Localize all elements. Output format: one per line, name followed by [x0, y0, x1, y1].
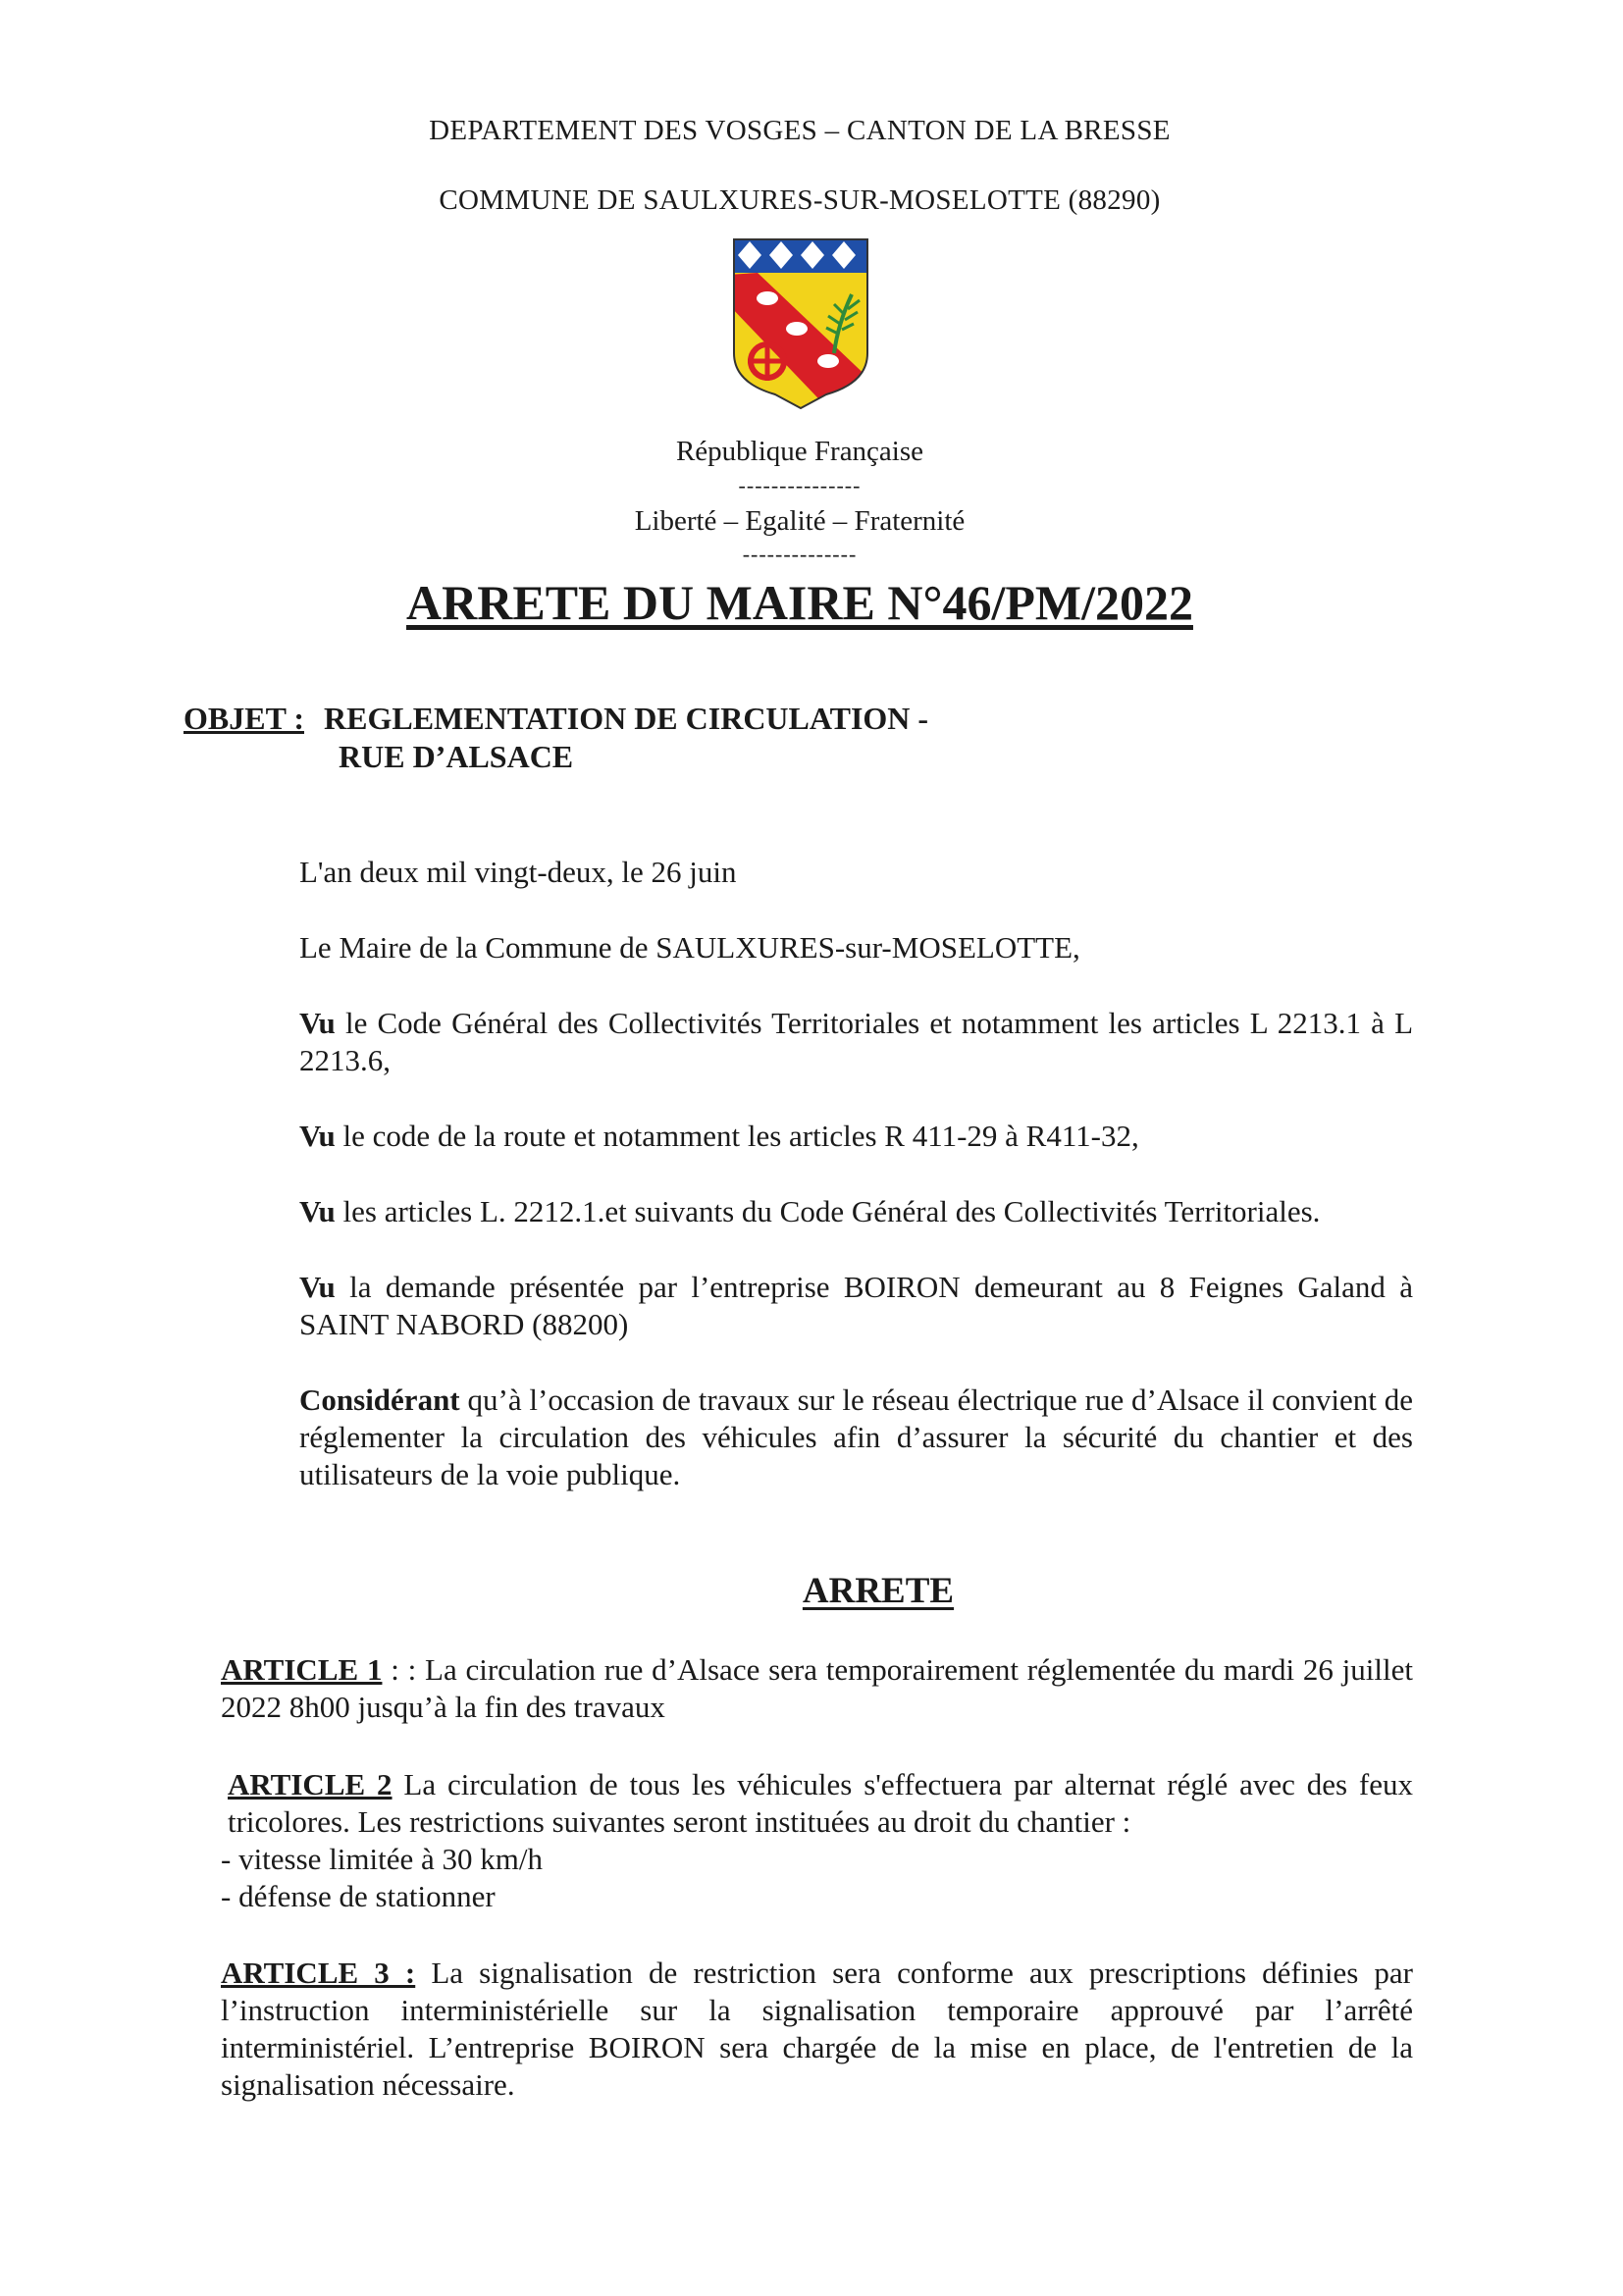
article-1-label: ARTICLE 1	[221, 1652, 383, 1687]
object-line-2: RUE D’ALSACE	[339, 739, 574, 774]
mayor-line: Le Maire de la Commune de SAULXURES-sur-MOSELOTTE,	[299, 930, 1080, 965]
vu-paragraph: Vu le code de la route et notamment les articles R 411-29 à R411-32,	[299, 1119, 1139, 1153]
department-line: DEPARTEMENT DES VOSGES – CANTON DE LA BRESSE	[429, 115, 1171, 146]
considerant-paragraph: Considérant qu’à l’occasion de travaux sur le réseau électrique rue d’Alsace il convient de réglementer la circulation des véhicules afin d’assurer la sécurité du chantier et des utilisateurs de la voie publique.	[299, 1383, 1413, 1491]
decision-heading: ARRETE	[802, 1571, 955, 1611]
article-3: ARTICLE 3 : La signalisation de restriction sera conforme aux prescriptions définies par l’instruction interministérielle sur la signalisation temporaire approuvé par l’arrêté interministériel. L’entreprise BOIRON sera chargée de la mise en place, de l'entretien de la signalisation nécessaire.	[221, 1956, 1413, 2102]
vu-paragraph: Vu le Code Général des Collectivités Territoriales et notamment les articles L 2213.1 à L 2213.6,	[299, 1006, 1414, 1077]
date-line: L'an deux mil vingt-deux, le 26 juin	[299, 855, 737, 889]
municipal-coat-of-arms-icon	[728, 235, 873, 417]
article-2-label: ARTICLE 2	[228, 1767, 393, 1801]
republic-name: République Française	[675, 436, 924, 467]
article-1: ARTICLE 1 : : La circulation rue d’Alsace sera temporairement réglementée du mardi 26 juillet 2022 8h00 jusqu’à la fin des travaux	[221, 1652, 1413, 1724]
decree-title: ARRETE DU MAIRE N°46/PM/2022	[406, 575, 1193, 630]
restriction-item: - vitesse limitée à 30 km/h	[221, 1842, 544, 1876]
vu-paragraph: Vu les articles L. 2212.1.et suivants du Code Général des Collectivités Territoriales.	[299, 1194, 1321, 1228]
article-2: ARTICLE 2 La circulation de tous les véhicules s'effectuera par alternat réglé avec des feux tricolores. Les restrictions suivantes seront instituées au droit du chantier :	[228, 1767, 1413, 1839]
divider: ---------------	[738, 473, 862, 497]
divider: --------------	[742, 542, 858, 566]
object-label: OBJET :	[183, 701, 304, 736]
object-line-1: REGLEMENTATION DE CIRCULATION -	[324, 701, 929, 736]
republic-motto: Liberté – Egalité – Fraternité	[634, 505, 966, 537]
commune-line: COMMUNE DE SAULXURES-SUR-MOSELOTTE (88290)	[439, 184, 1161, 216]
article-3-label: ARTICLE 3 :	[221, 1956, 416, 1990]
restriction-item: - défense de stationner	[221, 1879, 496, 1913]
vu-paragraph: Vu la demande présentée par l’entreprise BOIRON demeurant au 8 Feignes Galand à SAINT NABORD (88200)	[299, 1270, 1414, 1341]
